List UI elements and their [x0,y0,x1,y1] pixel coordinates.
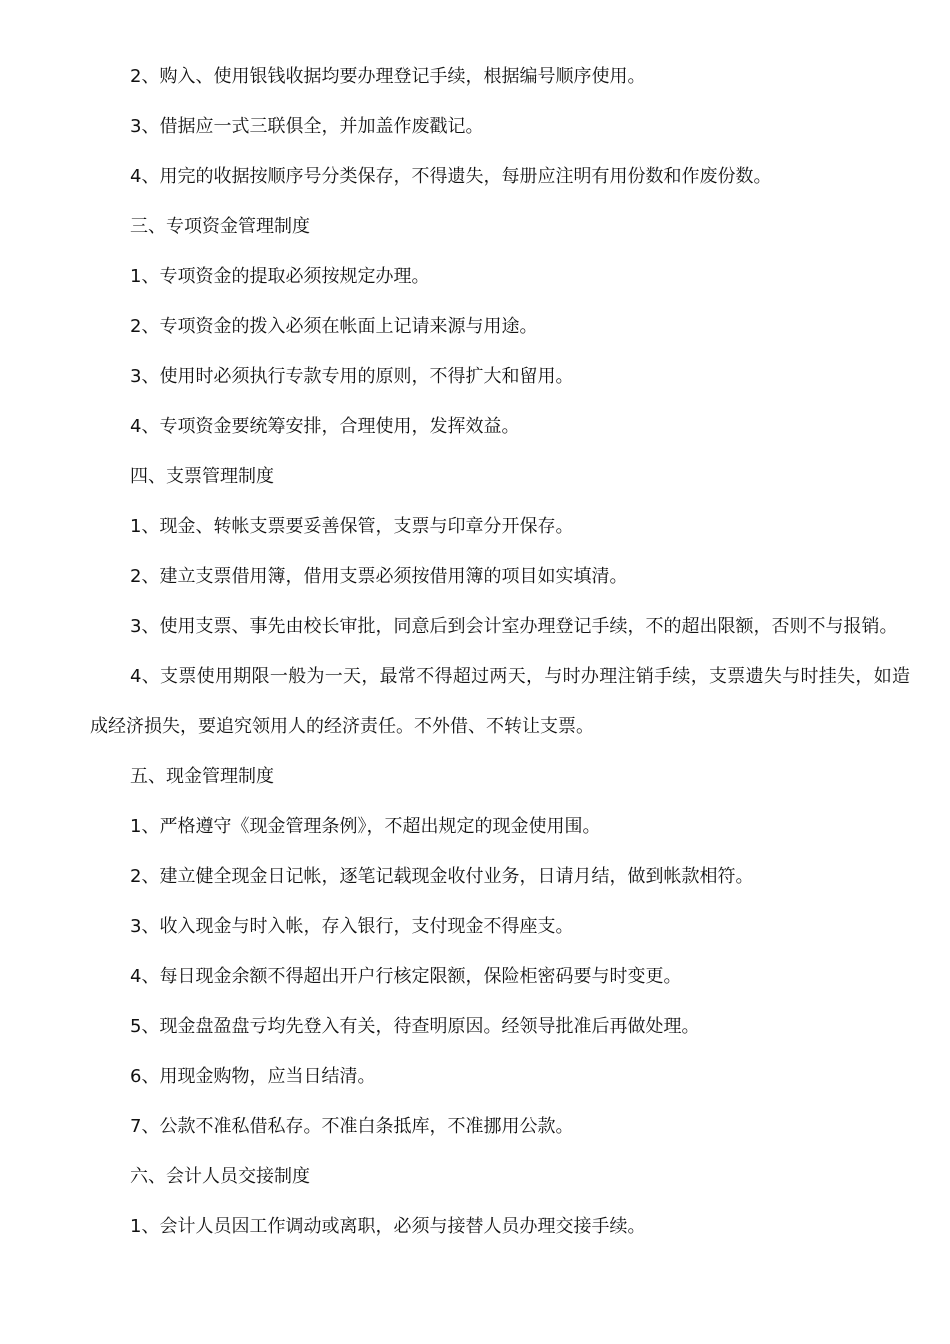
paragraph-cheque-1: 1、现金、转帐支票要妥善保管，支票与印章分开保存。 [130,516,574,537]
paragraph-special-funds-2: 2、专项资金的拨入必须在帐面上记请来源与用途。 [130,316,538,337]
paragraph-cheque-4: 4、支票使用期限一般为一天，最常不得超过两天，与时办理注销手续，支票遗失与时挂失，如造成经济损失，要追究领用人的经济责任。不外借、不转让支票。 [90,666,910,737]
paragraph-cash-7: 7、公款不准私借私存。不准白条抵库，不准挪用公款。 [130,1116,574,1137]
section-heading-cheque: 四、支票管理制度 [130,466,274,487]
section-heading-handover: 六、会计人员交接制度 [130,1166,310,1187]
section-heading-cash: 五、现金管理制度 [130,766,274,787]
document-body [90,52,910,1252]
paragraph-special-funds-4: 4、专项资金要统筹安排，合理使用，发挥效益。 [130,416,520,437]
paragraph-cash-3: 3、收入现金与时入帐，存入银行，支付现金不得座支。 [130,916,574,937]
paragraph-cash-4: 4、每日现金余额不得超出开户行核定限额，保险柜密码要与时变更。 [130,966,682,987]
paragraph-receipt-registration: 2、购入、使用银钱收据均要办理登记手续，根据编号顺序使用。 [130,66,646,87]
paragraph-handover-1: 1、会计人员因工作调动或离职，必须与接替人员办理交接手续。 [130,1216,646,1237]
paragraph-receipt-storage: 4、用完的收据按顺序号分类保存，不得遗失，每册应注明有用份数和作废份数。 [130,166,772,187]
paragraph-cash-5: 5、现金盘盈盘亏均先登入有关，待查明原因。经领导批准后再做处理。 [130,1016,700,1037]
paragraph-loan-voucher: 3、借据应一式三联俱全，并加盖作废戳记。 [130,116,484,137]
paragraph-cash-1: 1、严格遵守《现金管理条例》，不超出规定的现金使用围。 [130,816,601,837]
paragraph-special-funds-1: 1、专项资金的提取必须按规定办理。 [130,266,430,287]
paragraph-special-funds-3: 3、使用时必须执行专款专用的原则，不得扩大和留用。 [130,366,574,387]
paragraph-cheque-3: 3、使用支票、事先由校长审批，同意后到会计室办理登记手续，不的超出限额，否则不与报销。 [130,616,898,637]
paragraph-cash-2: 2、建立健全现金日记帐，逐笔记载现金收付业务，日请月结，做到帐款相符。 [130,866,754,887]
paragraph-cheque-2: 2、建立支票借用簿，借用支票必须按借用簿的项目如实填清。 [130,566,628,587]
paragraph-cash-6: 6、用现金购物，应当日结清。 [130,1066,376,1087]
section-heading-special-funds: 三、专项资金管理制度 [130,216,310,237]
